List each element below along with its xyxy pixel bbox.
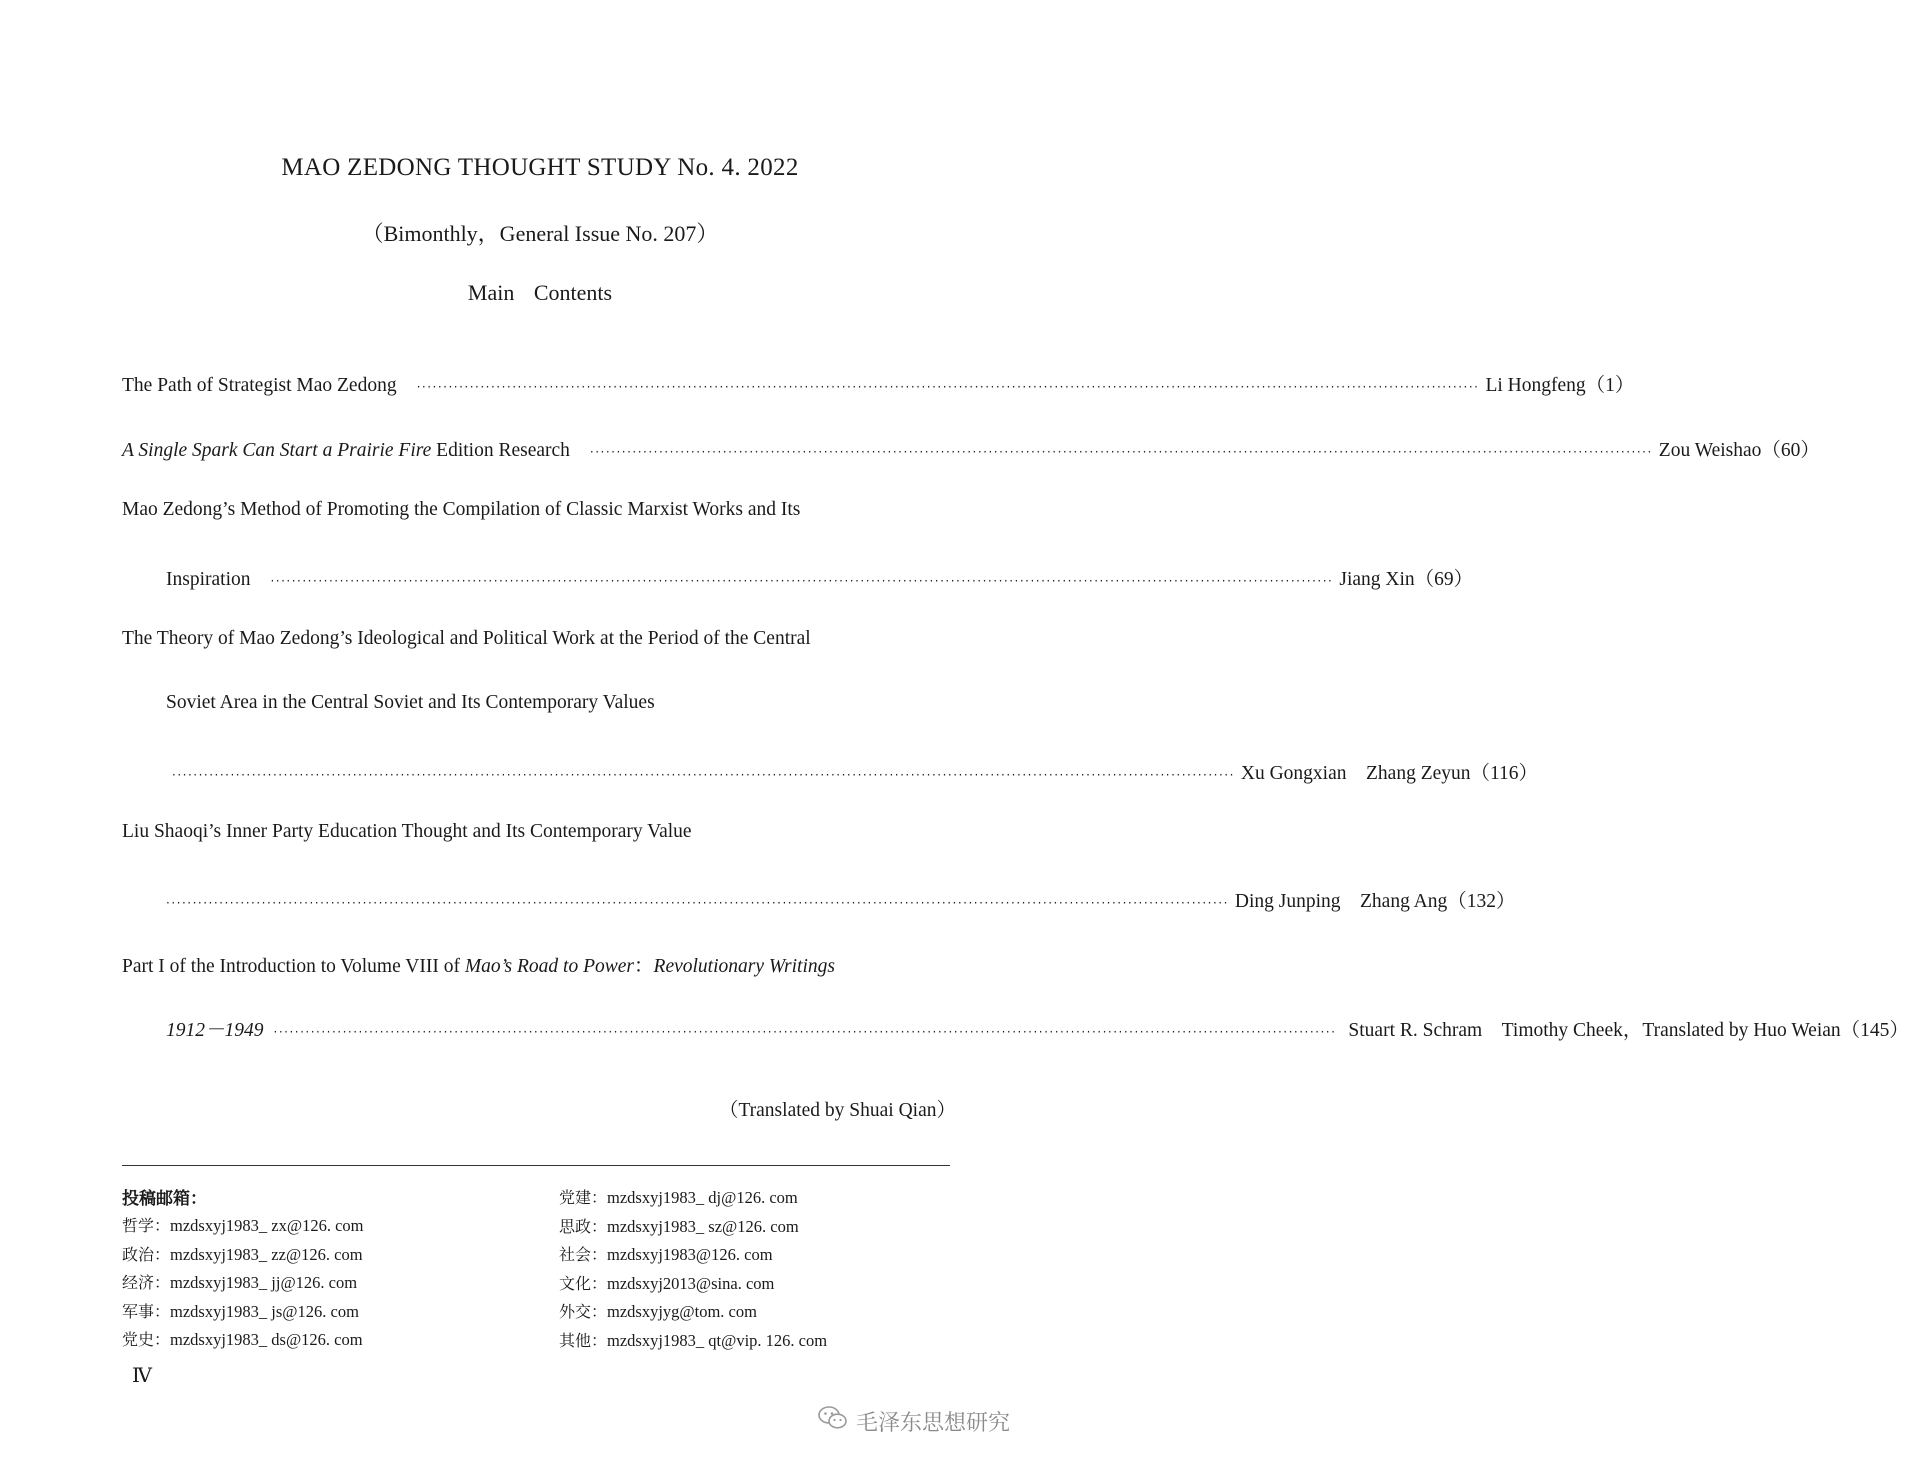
leader-dots: ········································································································································································································ xyxy=(172,768,1235,782)
contact-label: 经济： xyxy=(122,1273,171,1293)
contact-label: 思政： xyxy=(559,1216,608,1236)
toc-entry xyxy=(122,369,1635,401)
entry-author-page: Zou Weishao（60） xyxy=(1658,440,1820,461)
contact-email: mzdsxyj2013@sina. com xyxy=(607,1273,775,1293)
contact-email: mzdsxyj1983_ jj@126. com xyxy=(170,1273,358,1293)
contact-row xyxy=(122,1213,363,1236)
leader-dots: ········································································································································································································ xyxy=(273,1025,1337,1039)
toc-entry xyxy=(166,563,1474,595)
contact-email: mzdsxyj1983_ ds@126. com xyxy=(170,1330,363,1350)
contact-email: mzdsxyj1983_ qt@vip. 126. com xyxy=(607,1331,828,1350)
contact-email: mzdsxyj1983_ dj@126. com xyxy=(607,1188,798,1207)
contact-email: mzdsxyj1983_ js@126. com xyxy=(170,1301,359,1321)
contact-row xyxy=(559,1299,757,1322)
title-italic: Revolutionary Writings xyxy=(653,956,835,977)
contact-row xyxy=(559,1214,799,1237)
entry-title-line: Soviet Area in the Central Soviet and Its Contemporary Values xyxy=(166,692,655,713)
toc-entry xyxy=(166,885,1516,917)
issue-subtitle: （Bimonthly，General Issue No. 207） xyxy=(361,221,719,246)
contact-email: mzdsxyjyg@tom. com xyxy=(607,1302,757,1322)
contact-email: mzdsxyj1983@126. com xyxy=(607,1245,773,1265)
translator-note: （Translated by Shuai Qian） xyxy=(718,1100,956,1121)
contact-row xyxy=(559,1242,773,1265)
contact-label: 哲学： xyxy=(122,1216,171,1235)
leader-dots: ········································································································································································································ xyxy=(416,380,1480,394)
contact-row xyxy=(122,1327,363,1350)
toc-entry xyxy=(122,434,1820,466)
entry-author-page: Jiang Xin（69） xyxy=(1339,569,1474,590)
entry-title xyxy=(122,440,570,462)
contact-row xyxy=(122,1270,357,1293)
entry-title-line xyxy=(122,950,835,978)
contact-label: 文化： xyxy=(559,1273,608,1293)
entry-title-line: Mao Zedong’s Method of Promoting the Compilation of Classic Marxist Works and Its xyxy=(122,499,801,520)
leader-dots: ········································································································································································································ xyxy=(166,896,1229,910)
journal-title: MAO ZEDONG THOUGHT STUDY No. 4. 2022 xyxy=(281,154,799,181)
entry-author-page: Xu Gongxian Zhang Zeyun（116） xyxy=(1240,763,1539,784)
contact-email: mzdsxyj1983_ sz@126. com xyxy=(607,1216,799,1236)
contact-row xyxy=(122,1299,359,1322)
contact-row xyxy=(122,1242,363,1265)
entry-title-italic: A Single Spark Can Start a Prairie Fire xyxy=(122,440,432,461)
contact-label: 社会： xyxy=(559,1245,608,1265)
toc-entry xyxy=(166,1014,1909,1046)
contact-email: mzdsxyj1983_ zz@126. com xyxy=(170,1244,363,1264)
watermark xyxy=(818,1405,1010,1437)
entry-author-page: Li Hongfeng（1） xyxy=(1485,375,1635,396)
toc-entry xyxy=(172,757,1539,789)
contact-email: mzdsxyj1983_ zx@126. com xyxy=(170,1216,364,1235)
submission-heading: 投稿邮箱： xyxy=(122,1189,207,1209)
contact-label: 党建： xyxy=(559,1188,608,1207)
contact-label: 党史： xyxy=(122,1330,171,1350)
entry-title: The Path of Strategist Mao Zedong xyxy=(122,375,397,396)
leader-dots: ········································································································································································································ xyxy=(589,445,1653,459)
contact-row xyxy=(559,1271,774,1294)
contact-row xyxy=(559,1328,827,1351)
entry-title-line: 1912－1949 xyxy=(166,1020,264,1041)
entry-title-rest: Edition Research xyxy=(431,440,570,461)
entry-title-line: Liu Shaoqi’s Inner Party Education Thought and Its Contemporary Value xyxy=(122,821,692,842)
contact-label: 外交： xyxy=(559,1302,608,1322)
contact-label: 政治： xyxy=(122,1244,171,1264)
title-separator: ： xyxy=(634,956,654,977)
contact-label: 军事： xyxy=(122,1301,171,1321)
entry-author-page: Ding Junping Zhang Ang（132） xyxy=(1234,891,1516,912)
watermark-text: 毛泽东思想研究 xyxy=(856,1410,1011,1436)
entry-author-page: Stuart R. Schram Timothy Cheek，Translated by Huo Weian（145） xyxy=(1348,1020,1909,1041)
entry-title-line: The Theory of Mao Zedong’s Ideological and Political Work at the Period of the Central xyxy=(122,628,811,649)
wechat-icon xyxy=(818,1405,848,1437)
contact-label: 其他： xyxy=(559,1331,608,1350)
title-text: Part I of the Introduction to Volume VIII of xyxy=(122,956,465,977)
divider xyxy=(122,1165,950,1166)
title-italic: Mao’s Road to Power xyxy=(464,956,635,977)
entry-title-line: Inspiration xyxy=(166,569,251,590)
page-number: Ⅳ xyxy=(132,1365,152,1387)
leader-dots: ········································································································································································································ xyxy=(270,574,1334,588)
contents-heading: Main Contents xyxy=(467,280,613,305)
contact-row xyxy=(559,1185,798,1208)
